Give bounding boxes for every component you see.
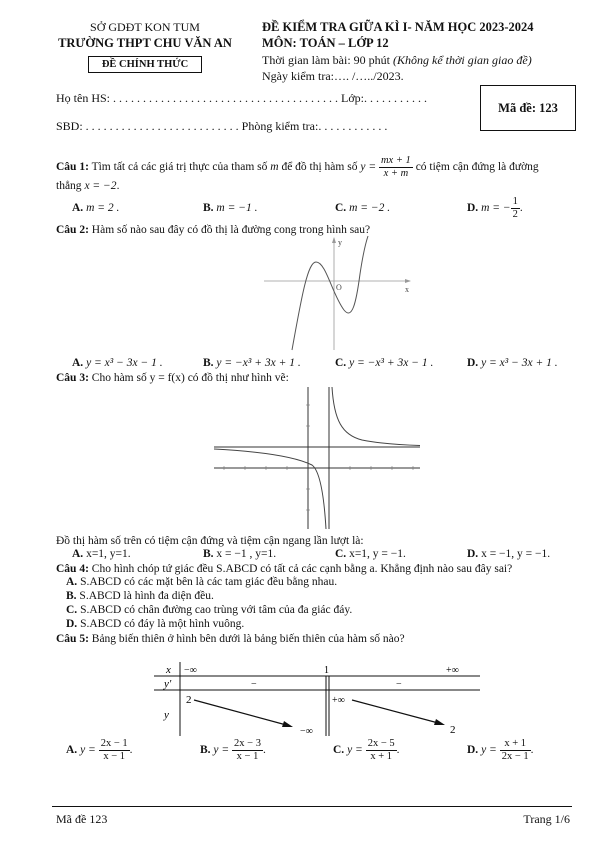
right-branch xyxy=(332,387,420,446)
question-1-text-3: có tiệm cận đứng là đường xyxy=(415,161,539,174)
q5-option-a[interactable]: A. y = $\frac{2x - 1}{x - 1}$ . xyxy=(66,738,133,762)
q1-option-c[interactable]: C. m = −2 . xyxy=(335,202,391,214)
question-3-prompt: Đồ thị hàm số trên có tiệm cận đứng và tiệm cận ngang lần lượt là: xyxy=(56,535,364,547)
variation-table xyxy=(150,660,480,738)
question-1-text-2: để đồ thị hàm số xyxy=(281,161,358,174)
question-1-y: y = xyxy=(360,161,377,174)
exam-date: Ngày kiểm tra:…. /…../2023. xyxy=(262,69,404,83)
student-id-line[interactable]: SBD: . . . . . . . . . . . . . . . . . . . . . . . . . . Phòng kiểm tra:. . . . . . . . . . . . xyxy=(56,119,388,133)
student-name-line[interactable]: Họ tên HS: . . . . . . . . . . . . . . . . . . . . . . . . . . . . . . . . . . . . . . Lớp:. . . . . . . . . . . xyxy=(56,91,428,105)
q4-option-d[interactable]: D. S.ABCD có đáy là một hình vuông. xyxy=(66,618,245,630)
y-neg-inf: −∞ xyxy=(300,726,313,737)
footer-divider xyxy=(52,806,572,807)
exam-title: ĐỀ KIỂM TRA GIỮA KÌ I- NĂM HỌC 2023-2024 xyxy=(262,20,534,34)
question-3-text: Cho hàm số y = f(x) có đồ thị như hình vẽ: xyxy=(91,372,289,384)
table-y-label: y xyxy=(164,709,169,721)
table-yp-label: y' xyxy=(164,678,172,690)
question-2-graph xyxy=(256,234,416,352)
q3-option-c[interactable]: C. x=1, y = −1. xyxy=(335,548,406,560)
q2-option-b[interactable]: B. y = −x³ + 3x + 1 . xyxy=(203,357,301,369)
q4-option-b[interactable]: B. S.ABCD là hình đa diện đều. xyxy=(66,590,214,602)
question-1-fraction: $\frac{mx + 1}{x + m}$ xyxy=(380,155,411,179)
question-1 xyxy=(56,155,566,180)
question-5-text: Bảng biến thiên ở hình bên dưới là bảng biến thiên của hàm số nào? xyxy=(91,633,405,645)
question-3 xyxy=(56,371,566,385)
q4-option-c[interactable]: C. S.ABCD có chân đường cao trùng với tâm của đa giác đáy. xyxy=(66,604,353,616)
x-neg-inf: −∞ xyxy=(184,665,197,676)
question-5-label: Câu 5: xyxy=(56,633,89,645)
q3-option-d[interactable]: D. x = −1, y = −1. xyxy=(467,548,551,560)
x-pos-inf: +∞ xyxy=(446,665,459,676)
question-1-text: Tìm tất cả các giá trị thực của tham số xyxy=(91,161,268,174)
footer-page-number: Trang 1/6 xyxy=(523,812,570,826)
q1-option-a[interactable]: A. m = 2 . xyxy=(72,202,120,214)
x-one: 1 xyxy=(324,665,329,676)
question-4-text: Cho hình chóp tứ giác đều S.ABCD có tất cả các cạnh bằng a. Khẳng định nào sau đây sai? xyxy=(91,563,513,575)
y-pos-inf: +∞ xyxy=(332,695,345,706)
exam-duration xyxy=(262,53,532,68)
q2-option-a[interactable]: A. y = x³ − 3x − 1 . xyxy=(72,357,163,369)
exam-subject: MÔN: TOÁN – LỚP 12 xyxy=(262,36,389,50)
q4-option-a[interactable]: A. S.ABCD có các mặt bên là các tam giác đều bằng nhau. xyxy=(66,576,338,588)
origin-label: O xyxy=(336,283,342,292)
exam-code-box: Mã đề: 123 xyxy=(480,85,576,131)
question-1-text-4: thẳng xyxy=(56,180,82,192)
question-1-line-2: thẳng x = −2. xyxy=(56,180,120,192)
question-1-asymptote: x = −2 xyxy=(84,180,117,192)
y-right-value: 2 xyxy=(450,724,456,736)
question-1-label: Câu 1: xyxy=(56,161,89,174)
question-2-label: Câu 2: xyxy=(56,224,89,236)
q5-option-d[interactable]: D. y = $\frac{x + 1}{2x - 1}$ . xyxy=(467,738,534,762)
yp-sign-left: − xyxy=(251,679,257,690)
q1-option-d[interactable]: D. m = − $\frac{1}{2}$ . xyxy=(467,196,523,220)
question-3-graph xyxy=(212,385,422,531)
decreasing-arrow-right xyxy=(352,700,442,724)
y-axis-label: y xyxy=(338,238,342,247)
table-x-label: x xyxy=(166,664,171,676)
question-5 xyxy=(56,632,566,646)
yp-sign-right: − xyxy=(396,679,402,690)
question-1-param: m xyxy=(270,161,279,174)
footer-exam-code: Mã đề 123 xyxy=(56,812,108,826)
duration-text: Thời gian làm bài: 90 phút xyxy=(262,53,390,67)
x-axis-label: x xyxy=(405,285,409,294)
cubic-curve xyxy=(292,236,368,350)
q5-option-c[interactable]: C. y = $\frac{2x - 5}{x + 1}$ . xyxy=(333,738,400,762)
school-name: TRƯỜNG THPT CHU VĂN AN xyxy=(58,36,232,50)
q5-option-b[interactable]: B. y = $\frac{2x - 3}{x - 1}$ . xyxy=(200,738,266,762)
question-4 xyxy=(56,562,566,576)
q2-option-c[interactable]: C. y = −x³ + 3x − 1 . xyxy=(335,357,434,369)
q3-option-b[interactable]: B. x = −1 , y=1. xyxy=(203,548,277,560)
y-left-value: 2 xyxy=(186,694,192,706)
q1-option-b[interactable]: B. m = −1 . xyxy=(203,202,258,214)
question-4-label: Câu 4: xyxy=(56,563,89,575)
q2-option-d[interactable]: D. y = x³ − 3x + 1 . xyxy=(467,357,558,369)
question-3-label: Câu 3: xyxy=(56,372,89,384)
q3-option-a[interactable]: A. x=1, y=1. xyxy=(72,548,131,560)
duration-note: (Không kể thời gian giao đề) xyxy=(393,53,532,67)
official-exam-label: ĐỀ CHÍNH THỨC xyxy=(88,56,202,73)
department-name: SỞ GDĐT KON TUM xyxy=(90,20,200,34)
question-2-text: Hàm số nào sau đây có đồ thị là đường cong trong hình sau? xyxy=(91,224,371,236)
decreasing-arrow-left xyxy=(194,700,290,726)
